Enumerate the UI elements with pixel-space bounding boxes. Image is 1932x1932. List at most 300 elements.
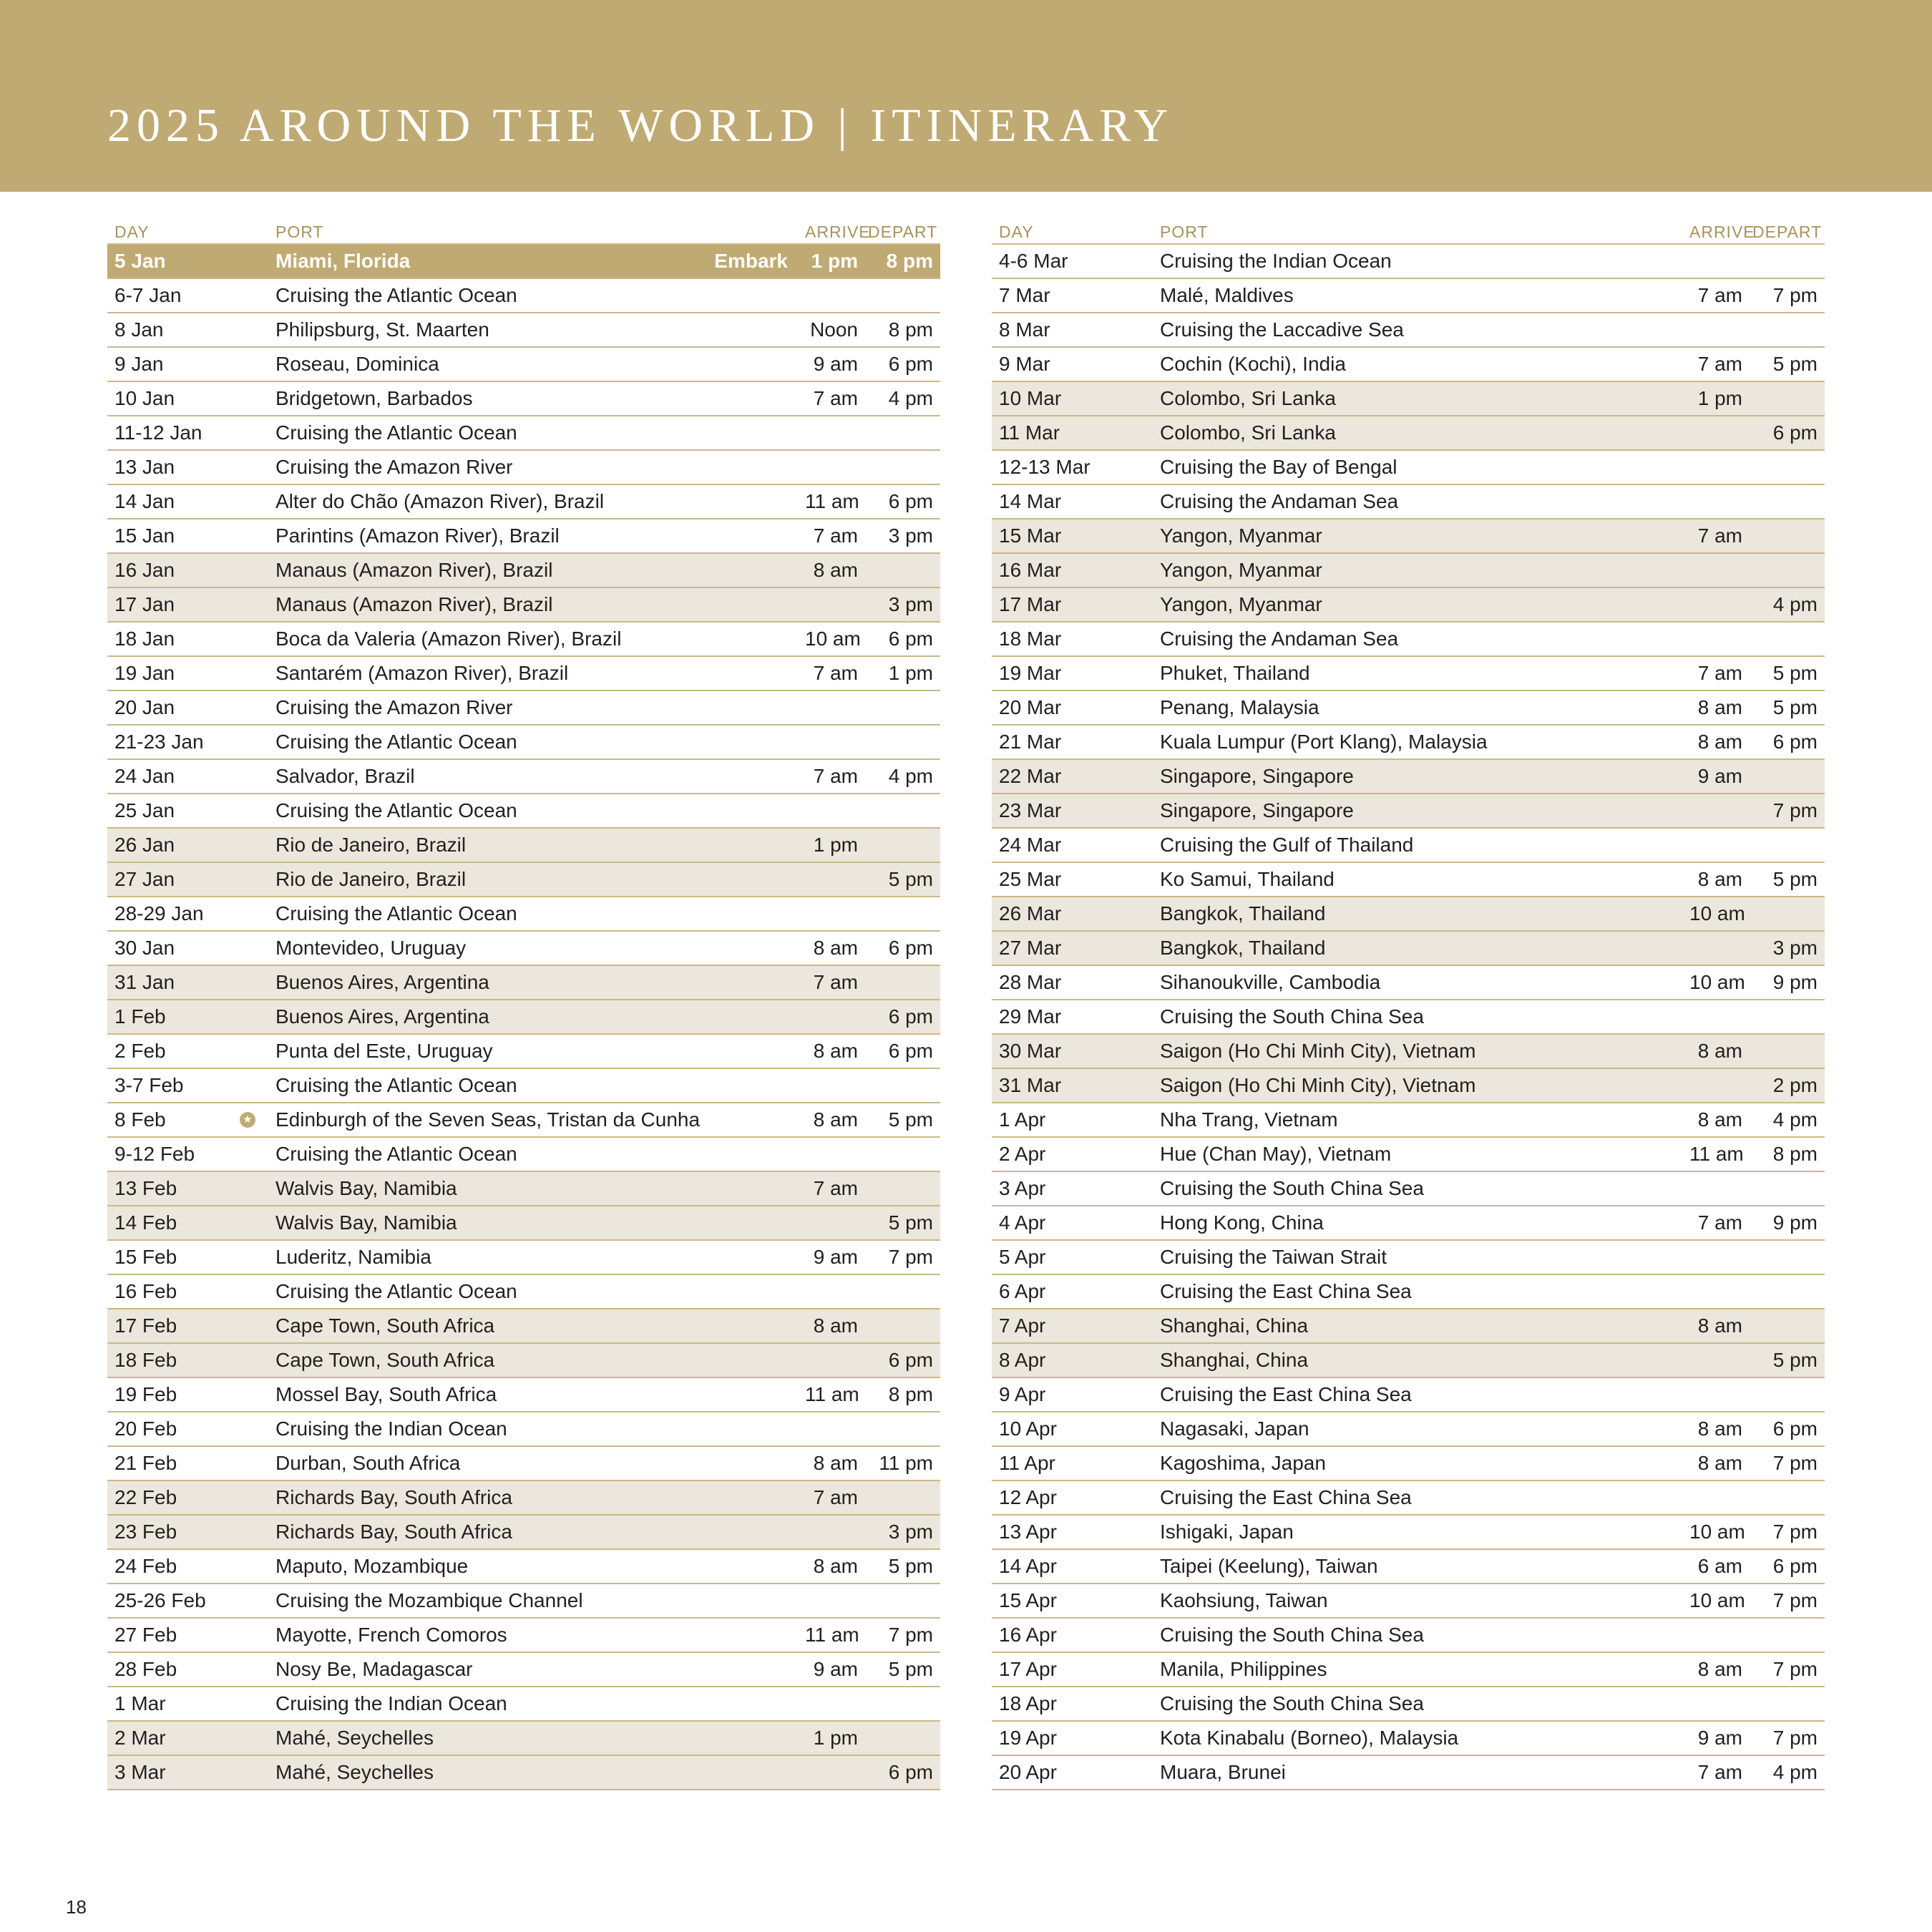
column-header-day: DAY — [107, 215, 268, 244]
table-row — [992, 1274, 1825, 1309]
table-row — [992, 1446, 1825, 1480]
day-cell: 11 Apr — [992, 1446, 1153, 1480]
day-cell: 19 Jan — [107, 656, 268, 691]
column-header-day: DAY — [992, 215, 1153, 244]
depart-cell: 8 pm — [1745, 1137, 1825, 1171]
depart-cell — [1745, 1034, 1825, 1068]
day-cell-content — [114, 1108, 261, 1131]
depart-cell — [861, 1687, 940, 1721]
day-cell: 9 Jan — [107, 347, 268, 381]
table-row — [107, 897, 940, 931]
day-cell: 14 Jan — [107, 484, 268, 519]
table-row — [992, 691, 1825, 725]
day-cell: 29 Mar — [992, 1000, 1153, 1034]
port-cell: Parintins (Amazon River), Brazil — [268, 519, 798, 553]
day-cell: 2 Apr — [992, 1137, 1153, 1171]
table-row — [992, 1343, 1825, 1377]
day-cell: 13 Apr — [992, 1515, 1153, 1549]
day-cell: 8 Apr — [992, 1343, 1153, 1377]
arrive-cell: 8 am — [798, 1549, 861, 1584]
arrive-cell: 10 am — [1682, 1515, 1745, 1549]
depart-cell: 8 pm — [861, 244, 940, 278]
table-row — [107, 381, 940, 416]
table-row — [107, 1377, 940, 1412]
table-row — [107, 862, 940, 897]
table-row — [107, 1034, 940, 1068]
depart-cell: 6 pm — [861, 484, 940, 519]
port-cell: Taipei (Keelung), Taiwan — [1153, 1549, 1682, 1584]
depart-cell — [861, 416, 940, 450]
day-cell: 10 Apr — [992, 1412, 1153, 1446]
port-cell: Kota Kinabalu (Borneo), Malaysia — [1153, 1721, 1682, 1755]
arrive-cell: 9 am — [1682, 759, 1745, 794]
day-cell: 15 Apr — [992, 1584, 1153, 1618]
depart-cell — [861, 965, 940, 1000]
day-cell: 15 Feb — [107, 1240, 268, 1274]
arrive-cell — [798, 1412, 861, 1446]
depart-cell: 1 pm — [861, 656, 940, 691]
table-row — [992, 244, 1825, 278]
port-cell: Cruising the Atlantic Ocean — [268, 794, 798, 828]
arrive-cell — [798, 1068, 861, 1103]
arrive-cell: 7 am — [1682, 278, 1745, 313]
arrive-cell: 7 am — [1682, 519, 1745, 553]
arrive-cell: 1 pm — [798, 244, 861, 278]
port-cell: Yangon, Myanmar — [1153, 587, 1682, 622]
day-cell: 25 Jan — [107, 794, 268, 828]
day-cell: 13 Feb — [107, 1171, 268, 1206]
table-row — [992, 1000, 1825, 1034]
arrive-cell — [798, 587, 861, 622]
table-row — [992, 1068, 1825, 1103]
day-cell: 30 Jan — [107, 931, 268, 965]
arrive-cell: 8 am — [1682, 1034, 1745, 1068]
port-cell: Cape Town, South Africa — [268, 1309, 798, 1343]
page-number: 18 — [66, 1896, 87, 1918]
depart-cell: 5 pm — [861, 1549, 940, 1584]
arrive-cell — [798, 691, 861, 725]
table-row — [107, 553, 940, 587]
table-row — [107, 1000, 940, 1034]
table-row — [107, 1412, 940, 1446]
arrive-cell: 10 am — [1682, 897, 1745, 931]
depart-cell: 6 pm — [861, 622, 940, 656]
arrive-cell: 7 am — [798, 519, 861, 553]
table-row — [992, 725, 1825, 759]
depart-cell — [861, 1137, 940, 1171]
port-cell: Cruising the Atlantic Ocean — [268, 725, 798, 759]
day-cell: 28-29 Jan — [107, 897, 268, 931]
table-row — [107, 1274, 940, 1309]
arrive-cell — [1682, 622, 1745, 656]
depart-cell: 7 pm — [1745, 278, 1825, 313]
depart-cell — [1745, 1171, 1825, 1206]
depart-cell: 6 pm — [861, 1755, 940, 1790]
depart-cell — [1745, 897, 1825, 931]
port-cell: Cruising the South China Sea — [1153, 1000, 1682, 1034]
day-cell: 16 Feb — [107, 1274, 268, 1309]
table-row — [992, 1309, 1825, 1343]
arrive-cell: 8 am — [1682, 1446, 1745, 1480]
port-cell: Cruising the Andaman Sea — [1153, 484, 1682, 519]
arrive-cell: 8 am — [798, 553, 861, 587]
table-row — [992, 450, 1825, 484]
port-cell: Salvador, Brazil — [268, 759, 798, 794]
port-cell: Manaus (Amazon River), Brazil — [268, 553, 798, 587]
arrive-cell — [1682, 553, 1745, 587]
depart-cell — [861, 725, 940, 759]
depart-cell — [861, 1584, 940, 1618]
day-cell: 17 Apr — [992, 1652, 1153, 1687]
arrive-cell — [798, 1515, 861, 1549]
day-cell: 14 Apr — [992, 1549, 1153, 1584]
table-header-row — [992, 215, 1825, 244]
table-row — [992, 759, 1825, 794]
day-cell: 26 Jan — [107, 828, 268, 862]
arrive-cell — [798, 1274, 861, 1309]
arrive-cell — [798, 278, 861, 313]
arrive-cell — [798, 794, 861, 828]
depart-cell — [861, 1068, 940, 1103]
arrive-cell: 8 am — [1682, 725, 1745, 759]
table-row — [992, 1034, 1825, 1068]
port-cell: Kagoshima, Japan — [1153, 1446, 1682, 1480]
table-row — [107, 519, 940, 553]
table-row — [992, 1549, 1825, 1584]
port-cell: Buenos Aires, Argentina — [268, 965, 798, 1000]
port-cell: Saigon (Ho Chi Minh City), Vietnam — [1153, 1034, 1682, 1068]
arrive-cell — [1682, 450, 1745, 484]
arrive-cell — [1682, 1274, 1745, 1309]
depart-cell — [861, 1721, 940, 1755]
table-row — [992, 1206, 1825, 1240]
arrive-cell — [1682, 828, 1745, 862]
table-row — [992, 1652, 1825, 1687]
day-cell: 24 Feb — [107, 1549, 268, 1584]
depart-cell: 3 pm — [861, 587, 940, 622]
port-cell: Cruising the Atlantic Ocean — [268, 278, 798, 313]
itinerary-table-right — [992, 215, 1825, 1790]
day-cell: 20 Jan — [107, 691, 268, 725]
port-cell: Maputo, Mozambique — [268, 1549, 798, 1584]
port-cell: Luderitz, Namibia — [268, 1240, 798, 1274]
day-cell: 4 Apr — [992, 1206, 1153, 1240]
depart-cell — [1745, 828, 1825, 862]
table-row — [107, 1515, 940, 1549]
table-row — [992, 1687, 1825, 1721]
port-cell: Cruising the Indian Ocean — [268, 1412, 798, 1446]
table-row — [107, 931, 940, 965]
port-cell: Philipsburg, St. Maarten — [268, 313, 798, 347]
table-row — [107, 1068, 940, 1103]
page-title: 2025 AROUND THE WORLD | ITINERARY — [107, 99, 1174, 152]
port-cell: Penang, Malaysia — [1153, 691, 1682, 725]
port-cell: Bridgetown, Barbados — [268, 381, 798, 416]
day-cell: 26 Mar — [992, 897, 1153, 931]
day-cell: 16 Apr — [992, 1618, 1153, 1652]
depart-cell: 6 pm — [1745, 416, 1825, 450]
table-row — [107, 1755, 940, 1790]
table-row — [992, 1755, 1825, 1790]
table-row — [107, 828, 940, 862]
port-cell: Mayotte, French Comoros — [268, 1618, 798, 1652]
table-row — [992, 794, 1825, 828]
embark-note: Embark — [714, 250, 788, 272]
port-cell: Muara, Brunei — [1153, 1755, 1682, 1790]
table-row — [107, 1652, 940, 1687]
table-row — [107, 622, 940, 656]
port-cell: Cruising the Amazon River — [268, 691, 798, 725]
arrive-cell: 8 am — [798, 1034, 861, 1068]
arrive-cell — [1682, 587, 1745, 622]
day-cell: 30 Mar — [992, 1034, 1153, 1068]
port-cell: Richards Bay, South Africa — [268, 1480, 798, 1515]
depart-cell: 8 pm — [861, 313, 940, 347]
day-cell: 23 Feb — [107, 1515, 268, 1549]
day-cell: 15 Jan — [107, 519, 268, 553]
port-cell: Shanghai, China — [1153, 1309, 1682, 1343]
day-cell: 21 Feb — [107, 1446, 268, 1480]
depart-cell — [1745, 622, 1825, 656]
depart-cell — [861, 278, 940, 313]
port-cell: Alter do Chão (Amazon River), Brazil — [268, 484, 798, 519]
table-row — [107, 484, 940, 519]
depart-cell: 5 pm — [1745, 862, 1825, 897]
table-row — [992, 587, 1825, 622]
day-cell: 27 Mar — [992, 931, 1153, 965]
arrive-cell — [798, 1137, 861, 1171]
day-cell: 27 Feb — [107, 1618, 268, 1652]
day-cell: 24 Jan — [107, 759, 268, 794]
day-cell: 18 Jan — [107, 622, 268, 656]
table-row — [992, 1377, 1825, 1412]
port-cell — [268, 244, 798, 278]
port-cell: Cruising the East China Sea — [1153, 1480, 1682, 1515]
depart-cell: 5 pm — [1745, 1343, 1825, 1377]
table-row — [992, 519, 1825, 553]
table-row — [992, 1618, 1825, 1652]
table-row — [107, 278, 940, 313]
depart-cell: 7 pm — [1745, 1652, 1825, 1687]
depart-cell: 6 pm — [1745, 1549, 1825, 1584]
table-row — [107, 1103, 940, 1137]
depart-cell — [861, 691, 940, 725]
depart-cell: 8 pm — [861, 1377, 940, 1412]
arrive-cell — [798, 1206, 861, 1240]
arrive-cell: 7 am — [798, 1480, 861, 1515]
column-header-depart: DEPART — [1745, 215, 1825, 244]
depart-cell: 6 pm — [861, 1343, 940, 1377]
table-row — [992, 1240, 1825, 1274]
port-cell: Rio de Janeiro, Brazil — [268, 828, 798, 862]
arrive-cell: 7 am — [798, 656, 861, 691]
depart-cell — [1745, 484, 1825, 519]
table-row — [992, 1584, 1825, 1618]
table-row — [107, 416, 940, 450]
table-row — [107, 1206, 940, 1240]
day-cell: 28 Feb — [107, 1652, 268, 1687]
port-cell: Sihanoukville, Cambodia — [1153, 965, 1682, 1000]
table-row — [992, 1103, 1825, 1137]
depart-cell: 5 pm — [1745, 347, 1825, 381]
day-cell: 7 Mar — [992, 278, 1153, 313]
arrive-cell: 8 am — [798, 931, 861, 965]
port-cell: Cruising the Amazon River — [268, 450, 798, 484]
port-cell: Cruising the Mozambique Channel — [268, 1584, 798, 1618]
day-cell: 6 Apr — [992, 1274, 1153, 1309]
port-cell: Cruising the East China Sea — [1153, 1377, 1682, 1412]
port-cell: Yangon, Myanmar — [1153, 553, 1682, 587]
depart-cell — [1745, 519, 1825, 553]
day-cell: 17 Jan — [107, 587, 268, 622]
table-row — [107, 1584, 940, 1618]
port-cell: Cruising the Atlantic Ocean — [268, 897, 798, 931]
arrive-cell: 7 am — [798, 381, 861, 416]
depart-cell — [861, 897, 940, 931]
depart-cell — [861, 1274, 940, 1309]
arrive-cell — [798, 450, 861, 484]
table-row — [992, 828, 1825, 862]
port-cell: Walvis Bay, Namibia — [268, 1206, 798, 1240]
day-cell: 17 Feb — [107, 1309, 268, 1343]
port-cell: Singapore, Singapore — [1153, 759, 1682, 794]
arrive-cell: 1 pm — [798, 828, 861, 862]
depart-cell: 5 pm — [861, 1652, 940, 1687]
day-cell: 20 Feb — [107, 1412, 268, 1446]
day-cell: 25-26 Feb — [107, 1584, 268, 1618]
port-cell: Cruising the Taiwan Strait — [1153, 1240, 1682, 1274]
arrive-cell: 8 am — [798, 1446, 861, 1480]
port-cell: Boca da Valeria (Amazon River), Brazil — [268, 622, 798, 656]
port-cell: Mossel Bay, South Africa — [268, 1377, 798, 1412]
depart-cell — [1745, 1240, 1825, 1274]
day-cell: 19 Feb — [107, 1377, 268, 1412]
port-cell: Singapore, Singapore — [1153, 794, 1682, 828]
port-cell: Montevideo, Uruguay — [268, 931, 798, 965]
depart-cell — [1745, 1000, 1825, 1034]
depart-cell: 7 pm — [1745, 1721, 1825, 1755]
day-cell: 3-7 Feb — [107, 1068, 268, 1103]
arrive-cell — [1682, 484, 1745, 519]
table-row — [992, 965, 1825, 1000]
port-cell: Cruising the East China Sea — [1153, 1274, 1682, 1309]
itinerary-rows-left — [107, 244, 940, 1790]
depart-cell: 7 pm — [861, 1618, 940, 1652]
day-cell: 12 Apr — [992, 1480, 1153, 1515]
arrive-cell: 7 am — [1682, 1206, 1745, 1240]
port-cell: Saigon (Ho Chi Minh City), Vietnam — [1153, 1068, 1682, 1103]
depart-cell: 7 pm — [861, 1240, 940, 1274]
table-row — [992, 553, 1825, 587]
arrive-cell: 7 am — [1682, 347, 1745, 381]
depart-cell: 9 pm — [1745, 965, 1825, 1000]
arrive-cell: 11 am — [798, 1618, 861, 1652]
day-cell: 8 Mar — [992, 313, 1153, 347]
table-row — [107, 1721, 940, 1755]
table-row — [107, 347, 940, 381]
port-cell: Cruising the South China Sea — [1153, 1687, 1682, 1721]
depart-cell: 9 pm — [1745, 1206, 1825, 1240]
day-cell: 14 Feb — [107, 1206, 268, 1240]
port-cell: Malé, Maldives — [1153, 278, 1682, 313]
day-cell: 14 Mar — [992, 484, 1153, 519]
depart-cell: 2 pm — [1745, 1068, 1825, 1103]
day-cell: 20 Mar — [992, 691, 1153, 725]
depart-cell — [1745, 1480, 1825, 1515]
port-cell: Roseau, Dominica — [268, 347, 798, 381]
day-cell: 11 Mar — [992, 416, 1153, 450]
day-cell: 8 Jan — [107, 313, 268, 347]
arrive-cell — [798, 725, 861, 759]
day-cell: 3 Apr — [992, 1171, 1153, 1206]
day-cell: 4-6 Mar — [992, 244, 1153, 278]
column-header-port: PORT — [268, 215, 798, 244]
depart-cell: 6 pm — [861, 347, 940, 381]
day-cell: 28 Mar — [992, 965, 1153, 1000]
table-row — [107, 1309, 940, 1343]
day-cell: 10 Mar — [992, 381, 1153, 416]
port-cell: Manila, Philippines — [1153, 1652, 1682, 1687]
depart-cell — [861, 1171, 940, 1206]
port-cell: Colombo, Sri Lanka — [1153, 381, 1682, 416]
depart-cell: 7 pm — [1745, 1584, 1825, 1618]
table-row — [992, 1721, 1825, 1755]
day-cell: 27 Jan — [107, 862, 268, 897]
arrive-cell — [798, 1343, 861, 1377]
depart-cell: 5 pm — [1745, 656, 1825, 691]
depart-cell: 4 pm — [861, 759, 940, 794]
depart-cell — [1745, 313, 1825, 347]
arrive-cell: 9 am — [798, 347, 861, 381]
port-cell: Buenos Aires, Argentina — [268, 1000, 798, 1034]
port-cell: Santarém (Amazon River), Brazil — [268, 656, 798, 691]
depart-cell: 5 pm — [861, 1206, 940, 1240]
port-cell: Manaus (Amazon River), Brazil — [268, 587, 798, 622]
depart-cell — [861, 794, 940, 828]
arrive-cell — [798, 862, 861, 897]
arrive-cell: 10 am — [1682, 1584, 1745, 1618]
arrive-cell: 1 pm — [798, 1721, 861, 1755]
arrive-cell — [798, 1584, 861, 1618]
day-cell — [107, 1103, 268, 1137]
port-cell: Richards Bay, South Africa — [268, 1515, 798, 1549]
arrive-cell: 6 am — [1682, 1549, 1745, 1584]
table-row — [107, 1480, 940, 1515]
depart-cell: 3 pm — [1745, 931, 1825, 965]
table-row — [992, 313, 1825, 347]
day-cell: 7 Apr — [992, 1309, 1153, 1343]
depart-cell: 6 pm — [861, 931, 940, 965]
port-cell: Cruising the Indian Ocean — [268, 1687, 798, 1721]
depart-cell: 6 pm — [861, 1000, 940, 1034]
arrive-cell — [798, 416, 861, 450]
table-row — [992, 862, 1825, 897]
arrive-cell — [1682, 1000, 1745, 1034]
day-cell: 16 Jan — [107, 553, 268, 587]
port-cell: Nha Trang, Vietnam — [1153, 1103, 1682, 1137]
depart-cell — [1745, 553, 1825, 587]
table-row — [107, 1687, 940, 1721]
depart-cell — [1745, 1618, 1825, 1652]
arrive-cell — [798, 1755, 861, 1790]
depart-cell — [1745, 244, 1825, 278]
port-cell: Ishigaki, Japan — [1153, 1515, 1682, 1549]
port-cell: Durban, South Africa — [268, 1446, 798, 1480]
depart-cell: 5 pm — [1745, 691, 1825, 725]
table-row — [107, 587, 940, 622]
arrive-cell: 8 am — [1682, 862, 1745, 897]
depart-cell: 6 pm — [1745, 725, 1825, 759]
